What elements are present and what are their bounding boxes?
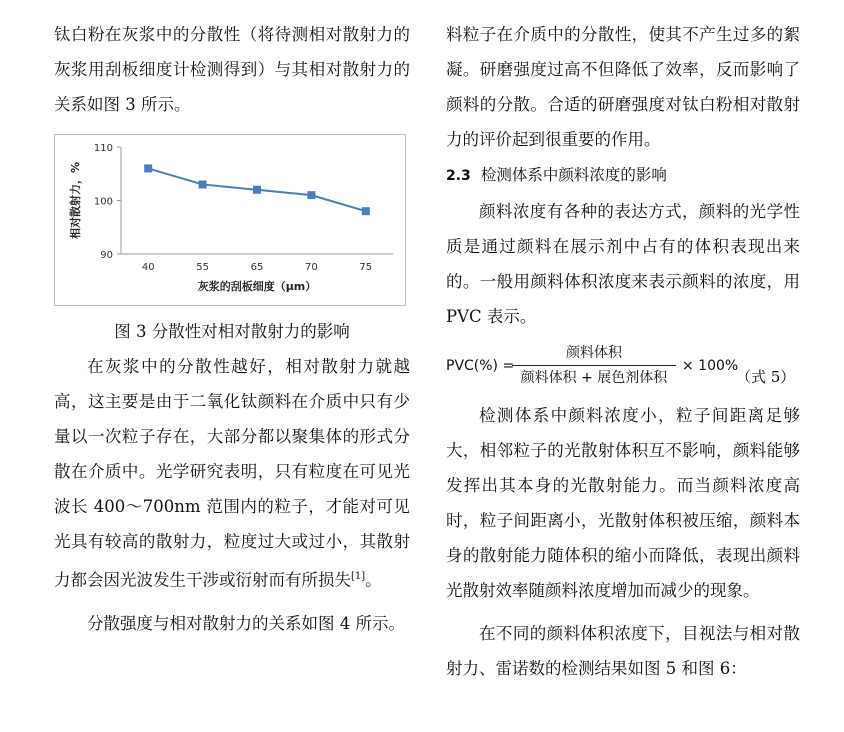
right-column: [446, 0, 800, 686]
figure-3-chart: [54, 134, 406, 306]
para-dispersion-end: 。: [365, 570, 382, 590]
chart-svg: [55, 135, 405, 305]
data-point: [199, 180, 207, 188]
x-tick-label: 75: [359, 262, 373, 273]
formula-times: × 100%: [682, 358, 739, 374]
x-tick-label: 70: [305, 262, 318, 273]
fraction-bar: [512, 365, 676, 366]
section-number: 2.3: [446, 168, 471, 184]
left-column: [54, 0, 410, 641]
para-intro: 钛白粉在灰浆中的分散性（将待测相对散射力的灰浆用刮板细度计检测得到）与其相对散射力的关系如图 3 所示。: [54, 25, 410, 114]
pvc-formula: [446, 342, 800, 394]
formula-lhs: PVC(%) =: [446, 358, 515, 374]
equation-number: （式 5）: [736, 368, 796, 386]
formula-numerator: 颜料体积: [566, 345, 622, 361]
y-tick-label: 100: [93, 196, 113, 208]
x-axis-label: 灰浆的刮板细度（μm）: [197, 280, 317, 293]
y-axis-label: 相对散射力，%: [69, 161, 82, 240]
para-conc1: 颜料浓度有各种的表达方式，颜料的光学性质是通过颜料在展示剂中占有的体积表现出来的。一般用颜料体积浓度来表示颜料的浓度，用 PVC 表示。: [446, 202, 800, 326]
para-conc2: 检测体系中颜料浓度小，粒子间距离足够大，相邻粒子的光散射体积互不影响，颜料能够发挥出其本身的光散射能力。而当颜料浓度高时，粒子间距离小，光散射体积被压缩，颜料本身的散射能力随体积的缩小而降低，表现出颜料光散射效率随颜料浓度增加而减少的现象。: [446, 406, 800, 600]
x-tick-label: 65: [250, 262, 264, 273]
y-tick-label: 90: [100, 250, 113, 261]
figure-3-caption: 图 3 分散性对相对散射力的影响: [114, 322, 350, 341]
para-fig4: 分散强度与相对散射力的关系如图 4 所示。: [87, 613, 405, 633]
formula-denominator: 颜料体积 + 展色剂体积: [520, 370, 668, 386]
data-point: [253, 186, 261, 194]
para-dispersion-text: 在灰浆中的分散性越好，相对散射力就越高，这主要是由于二氧化钛颜料在介质中只有少量以一次粒子存在，大部分都以聚集体的形式分散在介质中。光学研究表明，只有粒度在可见光波长 400～700nm 范围内的粒子，才能对可见光具有较高的散射力，粒度过大或过小，其散射力都会因光波发生干涉或衍射而有所损失: [54, 357, 410, 590]
formula-fraction: [512, 342, 676, 389]
citation-1[interactable]: [1]: [351, 571, 366, 582]
x-tick-label: 40: [141, 262, 155, 273]
data-point: [307, 191, 315, 199]
x-tick-label: 55: [196, 262, 209, 273]
para-cont: 料粒子在介质中的分散性，使其不产生过多的絮凝。研磨强度过高不但降低了效率，反而影响了颜料的分散。合适的研磨强度对钛白粉相对散射力的评价起到很重要的作用。: [446, 25, 800, 149]
y-tick-label: 110: [93, 143, 113, 154]
data-point: [362, 207, 370, 215]
section-heading-2-3: [446, 158, 800, 194]
section-title: 检测体系中颜料浓度的影响: [480, 166, 667, 184]
para-dispersion: [54, 349, 410, 598]
data-point: [144, 164, 152, 172]
para-conc3: 在不同的颜料体积浓度下，目视法与相对散射力、雷诺数的检测结果如图 5 和图 6：: [446, 624, 800, 678]
